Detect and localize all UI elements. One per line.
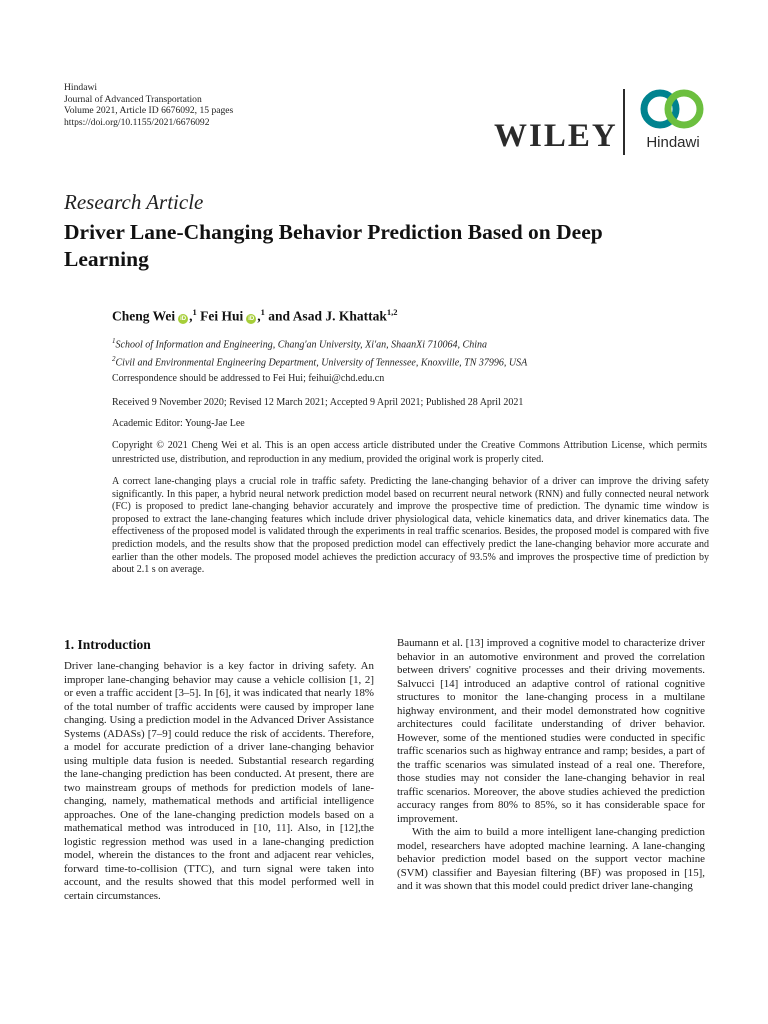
abstract: A correct lane-changing plays a crucial role in traffic safety. Predicting the lane-changing behavior of a driver can improve the driving safety significantly. In this paper, a hybrid neural network prediction model based on recurrent neural network (RNN) and fully connected neural network (FC) is proposed to predict lane-changing behavior accurately and improve the prospective time of prediction. The dynamic time window is proposed to extract the lane-changing features which include driver physiological data, vehicle kinematics data, and driver kinematics data. The effectiveness of the proposed model is validated through the experiments in real traffic scenarios. Besides, the proposed model is compared with five prediction models, and the results show that the proposed prediction model can effectively predict the lane-changing behavior more accurate and earlier than the other models. The proposed model achieves the prediction accuracy of 93.5% and improves the prospective time of prediction by about 2.1 s on average.: [112, 476, 709, 576]
hindawi-logo-icon: [639, 87, 707, 131]
right-column: [397, 637, 705, 894]
left-column: [64, 660, 374, 903]
publisher-info: [64, 82, 364, 128]
article-type: Research Article: [64, 190, 204, 214]
author-name: Cheng Wei: [112, 308, 176, 324]
orcid-icon[interactable]: iD: [248, 315, 255, 322]
author-name: Fei Hui: [200, 308, 244, 324]
author-name: Asad J. Khattak: [292, 308, 387, 324]
body-paragraph: Baumann et al. [13] improved a cognitive model to characterize driver behavior in an automotive environment and proved the correlation between drivers' cognitive processes and their driving movements. Salvucci [14] introduced an adaptive control of rational cognitive structures to monitor the lane-changing process in a multilane highway environment, and their model demonstrated how cognitive architectures could facilitate understanding of driver behavior. However, some of the mentioned studies were conducted in specific traffic scenarios such as highway entrance and ramp; besides, a part of the traffic scenarios was simulated instead of a real one. Therefore, those studies may not consider the lane-changing behavior in real traffic scenarios. Moreover, the above studies achieved the prediction accuracy ranges from 80% to 85%, so it has considerable space for improvement.: [397, 637, 705, 825]
hindawi-logo-text: Hindawi: [646, 134, 700, 151]
body-paragraph: With the aim to build a more intelligent lane-changing prediction model, researchers have adopted machine learning. A lane-changing behavior prediction model based on the support vector machine (SVM) classifier and Bayesian filtering (BF) was proposed in [15], and it was shown that this model could predict driver lane-changing: [397, 826, 705, 892]
publisher-name: Hindawi: [64, 82, 98, 93]
orcid-icon[interactable]: iD: [180, 315, 187, 322]
author-affil-sup: 1: [192, 307, 197, 317]
journal-name: Journal of Advanced Transportation: [64, 93, 202, 105]
affiliations: [112, 334, 527, 371]
affiliation: $^1$School of Information and Engineering, Chang'an University, Xi'an, ShaanXi 710064, China: [112, 337, 487, 351]
section-heading: 1. Introduction: [64, 637, 151, 652]
academic-editor: Academic Editor: Young-Jae Lee: [112, 418, 245, 429]
volume-info: Volume 2021, Article ID 6676092, 15 pages: [64, 105, 234, 117]
article-title: Driver Lane-Changing Behavior Prediction Based on Deep Learning: [64, 220, 603, 271]
copyright-notice: Copyright © 2021 Cheng Wei et al. This is an open access article distributed under the Creative Commons Attribution License, which permits unrestricted use, distribution, and reproduction in any medium, provided the original work is properly cited.: [112, 440, 707, 465]
wiley-logo: WILEY: [494, 118, 618, 154]
author-affil-sup: 1,2: [386, 307, 398, 317]
affiliation: $^2$Civil and Environmental Engineering Department, University of Tennessee, Knoxville, TN 37996, USA: [112, 355, 528, 369]
author-affil-sup: 1: [260, 307, 265, 317]
body-paragraph: Driver lane-changing behavior is a key factor in driving safety. An improper lane-changing behavior may cause a vehicle collision [1, 2] or even a traffic accident [3–5]. In [6], it was indicated that nearly 18% of the total number of traffic accidents were caused by improper lane changing. Using a prediction model in the Advanced Driver Assistance Systems (ADASs) [7–9] could reduce the risk of accidents. Therefore, a model for accurate prediction of a driver lane-changing behavior using multiple data fusion is needed. Substantial research regarding the lane-changing prediction has been conducted. At present, there are two mainstream groups of methods for prediction models of lane-changing, namely, mathematical methods and artificial intelligence approaches. One of the lane-changing prediction models based on a mathematical method was introduced in [10, 11]. Also, in [12],the logistic regression method was used in a lane-changing prediction model, wherein the distances to the front and adjacent rear vehicles, forward time-to-collision (TTC), and turn signal were taken into account, and the results showed that this model performed well in certain circumstances.: [64, 660, 374, 902]
doi-link[interactable]: https://doi.org/10.1155/2021/6676092: [64, 116, 210, 128]
author-list: Cheng Wei iD ,$^1$ Fei Hui iD ,$^1$ and Asad J. Khattak$^{1,2}$: [112, 307, 398, 324]
publication-dates: Received 9 November 2020; Revised 12 March 2021; Accepted 9 April 2021; Published 28 April 2021: [112, 397, 524, 408]
correspondence: Correspondence should be addressed to Fei Hui; feihui@chd.edu.cn: [112, 373, 385, 384]
logo-divider: [623, 89, 625, 155]
author-conjunction: and: [268, 308, 291, 324]
